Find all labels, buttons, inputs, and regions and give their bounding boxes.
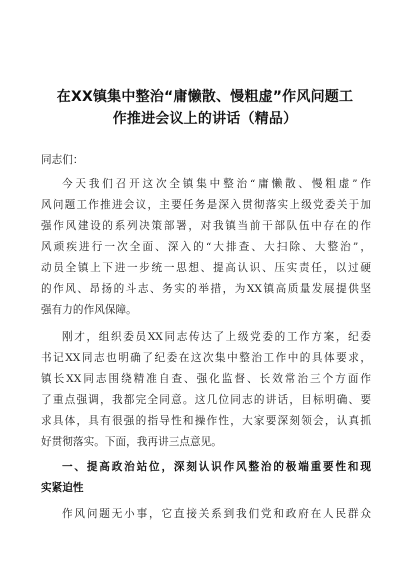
salutation: 同志们： [41, 154, 84, 166]
paragraph-1-line: 动员全镇上下进一步统一思想、提高认识、压实责任，以过硬 [41, 262, 371, 274]
paragraph-2-line: 了重点强调，我都完全同意。这几位同志的讲话，目标明确、要 [41, 394, 371, 406]
section-heading-1-line: 一、提高政治站位，深刻认识作风整治的极端重要性和现 [62, 461, 371, 473]
paragraph-1-line: 风顽疾进行一次全面、深入的“大排查、大扫除、大整治”， [41, 241, 371, 253]
paragraph-2-line: 镇长XX同志围绕精准自查、强化监督、长效常治三个方面作 [41, 373, 371, 385]
paragraph-2-line: 刚才，组织委员XX同志传达了上级党委的工作方案，纪委 [62, 331, 371, 343]
paragraph-1-line: 的作风、昂扬的斗志、务实的举措，为XX镇高质量发展提供坚 [41, 283, 371, 295]
paragraph-2-line: 书记XX同志也明确了纪委在这次集中整治工作中的具体要求， [41, 352, 371, 364]
paragraph-2-line: 求具体，具有很强的指导性和操作性，大家要深刻领会，认真抓 [41, 415, 371, 427]
paragraph-1-line: 强作风建设的系列决策部署，对我镇当前干部队伍中存在的作 [41, 220, 371, 232]
paragraph-1-line: 风问题工作推进会议，主要任务是深入贯彻落实上级党委关于加 [41, 199, 371, 211]
paragraph-1-line: 强有力的作风保障。 [41, 304, 137, 316]
paragraph-3-line: 作风问题无小事，它直接关系到我们党和政府在人民群众 [62, 508, 371, 520]
document-title-line-2: 作推进会议上的讲话（精品） [112, 111, 298, 127]
paragraph-1-line: 今天我们召开这次全镇集中整治“庸懒散、慢粗虚”作 [62, 178, 371, 190]
section-heading-1-line: 实紧迫性 [41, 482, 84, 494]
paragraph-2-line: 好贯彻落实。下面，我再讲三点意见。 [41, 436, 222, 448]
document-title-line-1: 在XX镇集中整治“庸懒散、慢粗虚”作风问题工 [56, 89, 354, 105]
